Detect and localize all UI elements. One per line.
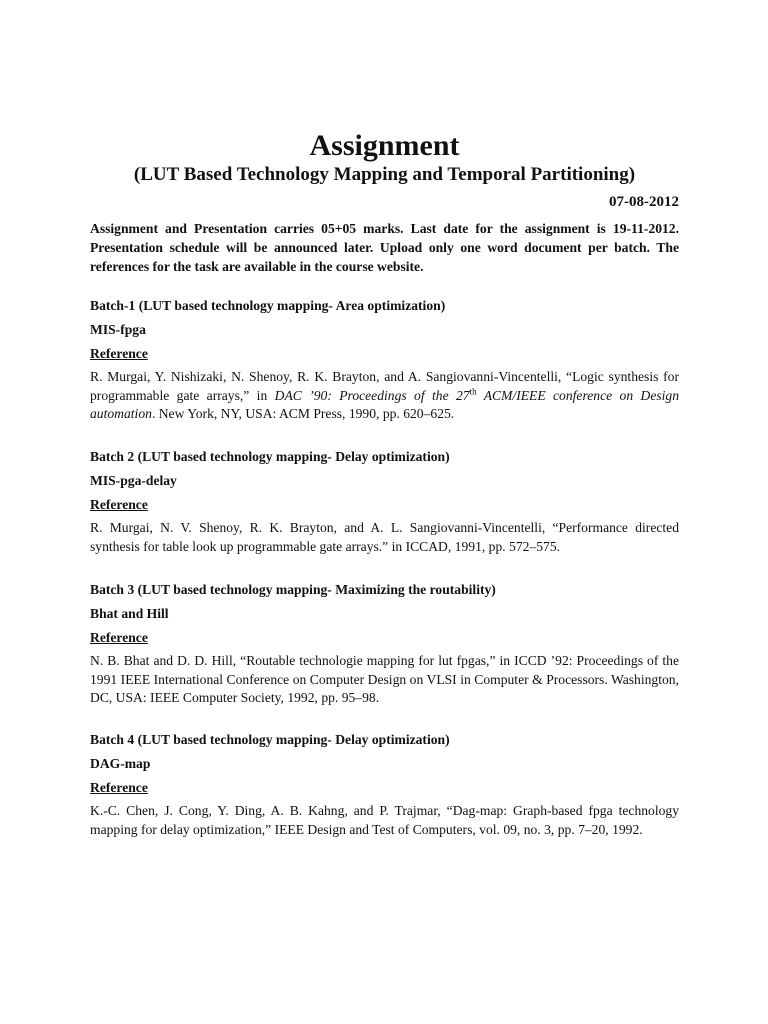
batch-method: DAG-map [90, 756, 151, 771]
citation-publisher: . New York, NY, USA: ACM Press, 1990, pp. 620–625. [151, 406, 455, 421]
batch-heading: Batch 4 (LUT based technology mapping- Delay optimization) [90, 732, 450, 747]
batch-heading: Batch 3 (LUT based technology mapping- Maximizing the routability) [90, 582, 496, 597]
citation-superscript: th [469, 385, 477, 396]
reference-label: Reference [90, 780, 148, 795]
batch-heading: Batch 2 (LUT based technology mapping- Delay optimization) [90, 449, 450, 464]
reference-citation: N. B. Bhat and D. D. Hill, “Routable technologie mapping for lut fpgas,” in ICCD ’92: Proceedings of the 1991 IEEE International Conference on Computer Design on VLSI in Computer & Processors. Washington, DC, USA: IEEE Computer Society, 1992, pp. 95–98. [90, 653, 679, 705]
batch-heading: Batch-1 (LUT based technology mapping- Area optimization) [90, 298, 446, 313]
reference-label: Reference [90, 630, 148, 645]
reference-citation: R. Murgai, N. V. Shenoy, R. K. Brayton, and A. L. Sangiovanni-Vincentelli, “Performance directed synthesis for table look up programmable gate arrays.” in ICCAD, 1991, pp. 572–575. [90, 520, 679, 554]
document-subtitle: (LUT Based Technology Mapping and Temporal Partitioning) [133, 164, 636, 185]
batch-1-section [90, 296, 679, 424]
document-date: 07-08-2012 [609, 194, 679, 210]
batch-method: Bhat and Hill [90, 606, 169, 621]
citation-venue: DAC ’90: Proceedings of the 27 [274, 387, 470, 403]
citation-venue-cont: ACM/IEEE conference on Design automation [90, 387, 680, 421]
citation-text: R. Murgai, Y. Nishizaki, N. Shenoy, R. K. Brayton, and A. Sangiovanni-Vincentelli, “Logic synthesis for programmable gate arrays,” in [90, 369, 679, 403]
batch-method: MIS-pga-delay [90, 473, 177, 488]
batch-3-section [90, 580, 679, 708]
reference-citation [90, 368, 679, 424]
assignment-instructions: Assignment and Presentation carries 05+05 marks. Last date for the assignment is 19-11-2012. Presentation schedule will be announced later. Upload only one word document per batch. The references for the task are available in the course website. [90, 221, 679, 274]
reference-citation: K.-C. Chen, J. Cong, Y. Ding, A. B. Kahng, and P. Trajmar, “Dag-map: Graph-based fpga technology mapping for delay optimization,” IEEE Design and Test of Computers, vol. 09, no. 3, pp. 7–20, 1992. [90, 803, 679, 837]
batch-method: MIS-fpga [90, 322, 146, 337]
document-title: Assignment [309, 129, 460, 162]
batch-2-section [90, 447, 679, 556]
reference-label: Reference [90, 497, 148, 512]
reference-label: Reference [90, 346, 148, 361]
batch-4-section [90, 730, 679, 839]
